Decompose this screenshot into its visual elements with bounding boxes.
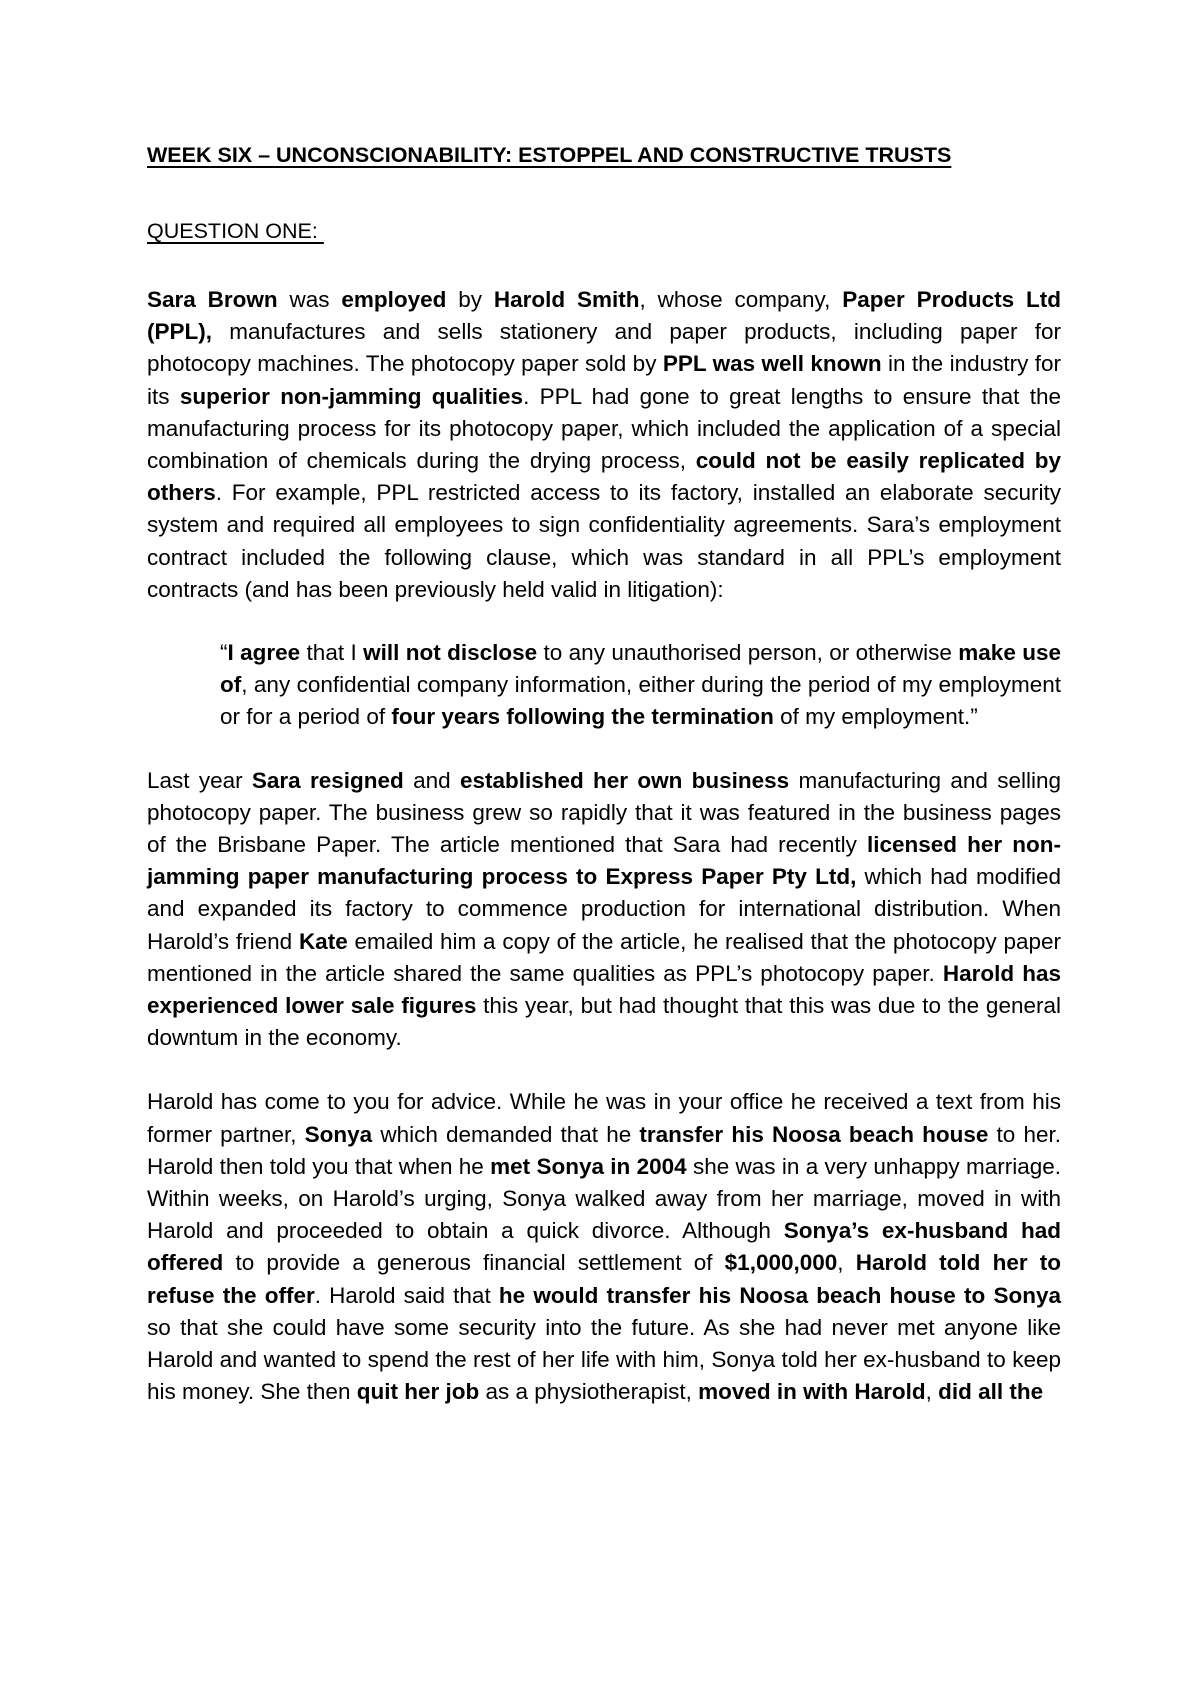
text-run: . PPL had gone to great lengths to ensure that the manufacturing process for its photocopy paper, which included the application of a special combination of chemicals during the drying process, [147,383,1061,474]
text-run: , [837,1250,856,1276]
bold-text: could not be easily replicated by others [147,448,1061,506]
text-run: to provide a generous financial settlement of [223,1250,725,1276]
text-run: she was in a very unhappy marriage. Within weeks, on Harold’s urging, Sonya walked away from her marriage, moved in with Harold and proceeded to obtain a quick divorce. Although [147,1153,1061,1244]
text-run: so that she could have some security into the future. As she had never met anyone like Harold and wanted to spend the rest of her life with him, Sonya told her ex-husband to keep his money. She then [147,1314,1061,1405]
bold-text: employed [341,287,447,312]
bold-text: transfer his Noosa beach house [639,1121,989,1147]
text-run: in the industry for its [147,351,1061,409]
text-run: , any confidential company information, either during the period of my employment or for a period of [220,672,1061,730]
bold-text: Kate [298,928,348,954]
bold-text: Sara Brown [147,287,278,312]
bold-text: did all the [938,1379,1044,1405]
text-run: this year, but had thought that this was due to the general downtum in the economy. [147,993,1061,1051]
bold-text: four years following the termination [391,704,774,730]
text-run: that I [300,640,364,666]
bold-text: licensed her non-jamming paper manufacturing process to Express Paper Pty Ltd, [147,832,1061,890]
bold-text: met Sonya in 2004 [490,1153,687,1179]
text-run: , whose company, [639,287,843,312]
quoted-clause [220,637,1061,734]
bold-text: will not disclose [363,640,538,666]
text-run: Last year [147,767,252,793]
bold-text: Harold Smith [493,287,640,312]
text-run: and [403,767,460,793]
text-run: by [446,287,494,312]
document-body [147,140,1061,1409]
bold-text: Paper Products Ltd (PPL), [147,287,1061,345]
question-heading: QUESTION ONE: [147,219,324,243]
text-run: . Harold said that [314,1282,499,1308]
text-run: . For example, PPL restricted access to its factory, installed an elaborate security system and required all employees to sign confidentiality agreements. Sara’s employment contract included the following clause, which was standard in all PPL’s employment contracts (and has been previously held valid in litigation): [147,480,1061,602]
bold-text: Sonya’s ex-husband had offered [147,1218,1061,1276]
bold-text: established her own business [459,767,790,793]
paragraph-facts-ppl [147,284,1061,606]
text-run: manufactures and sells stationery and paper products, including paper for photocopy machines. The photocopy paper sold by [147,319,1061,377]
paragraph-harold-sonya [147,1086,1061,1408]
text-run: of my employment.” [773,704,978,730]
bold-text: superior non-jamming qualities [179,383,524,409]
text-run: to her. Harold then told you that when he [147,1121,1061,1179]
bold-text: Sara resigned [251,767,404,793]
paragraph-sara-business [147,765,1061,1055]
bold-text: PPL was well known [662,351,882,377]
bold-text: moved in with Harold [698,1379,926,1405]
text-run: as a physiotherapist, [479,1379,699,1405]
text-run: , [925,1379,939,1405]
bold-text: quit her job [356,1379,480,1405]
text-run: which had modified and expanded its factory to commence production for international distribution. When Harold’s friend [147,864,1061,954]
bold-text: make use of [220,640,1061,698]
bold-text: Harold told her to refuse the offer [147,1250,1061,1308]
text-run: was [277,287,342,312]
bold-text: he would transfer his Noosa beach house to Sonya [498,1282,1061,1308]
document-title: WEEK SIX – UNCONSCIONABILITY: ESTOPPEL AND CONSTRUCTIVE TRUSTS [147,143,952,167]
text-run: Harold has come to you for advice. While he was in your office he received a text from his former partner, [147,1089,1061,1147]
text-run: emailed him a copy of the article, he realised that the photocopy paper mentioned in the article shared the same qualities as PPL’s photocopy paper. [147,928,1061,986]
bold-text: I agree [227,640,301,666]
text-run: to any unauthorised person, or otherwise [537,640,959,666]
bold-text: Sonya [304,1121,373,1147]
text-run: manufacturing and selling photocopy paper. The business grew so rapidly that it was featured in the business pages of the Brisbane Paper. The article mentioned that Sara had recently [147,767,1061,858]
text-run: which demanded that he [372,1121,640,1147]
text-run: “ [220,640,228,666]
bold-text: $1,000,000 [724,1250,838,1276]
bold-text: Harold has experienced lower sale figures [147,960,1061,1019]
